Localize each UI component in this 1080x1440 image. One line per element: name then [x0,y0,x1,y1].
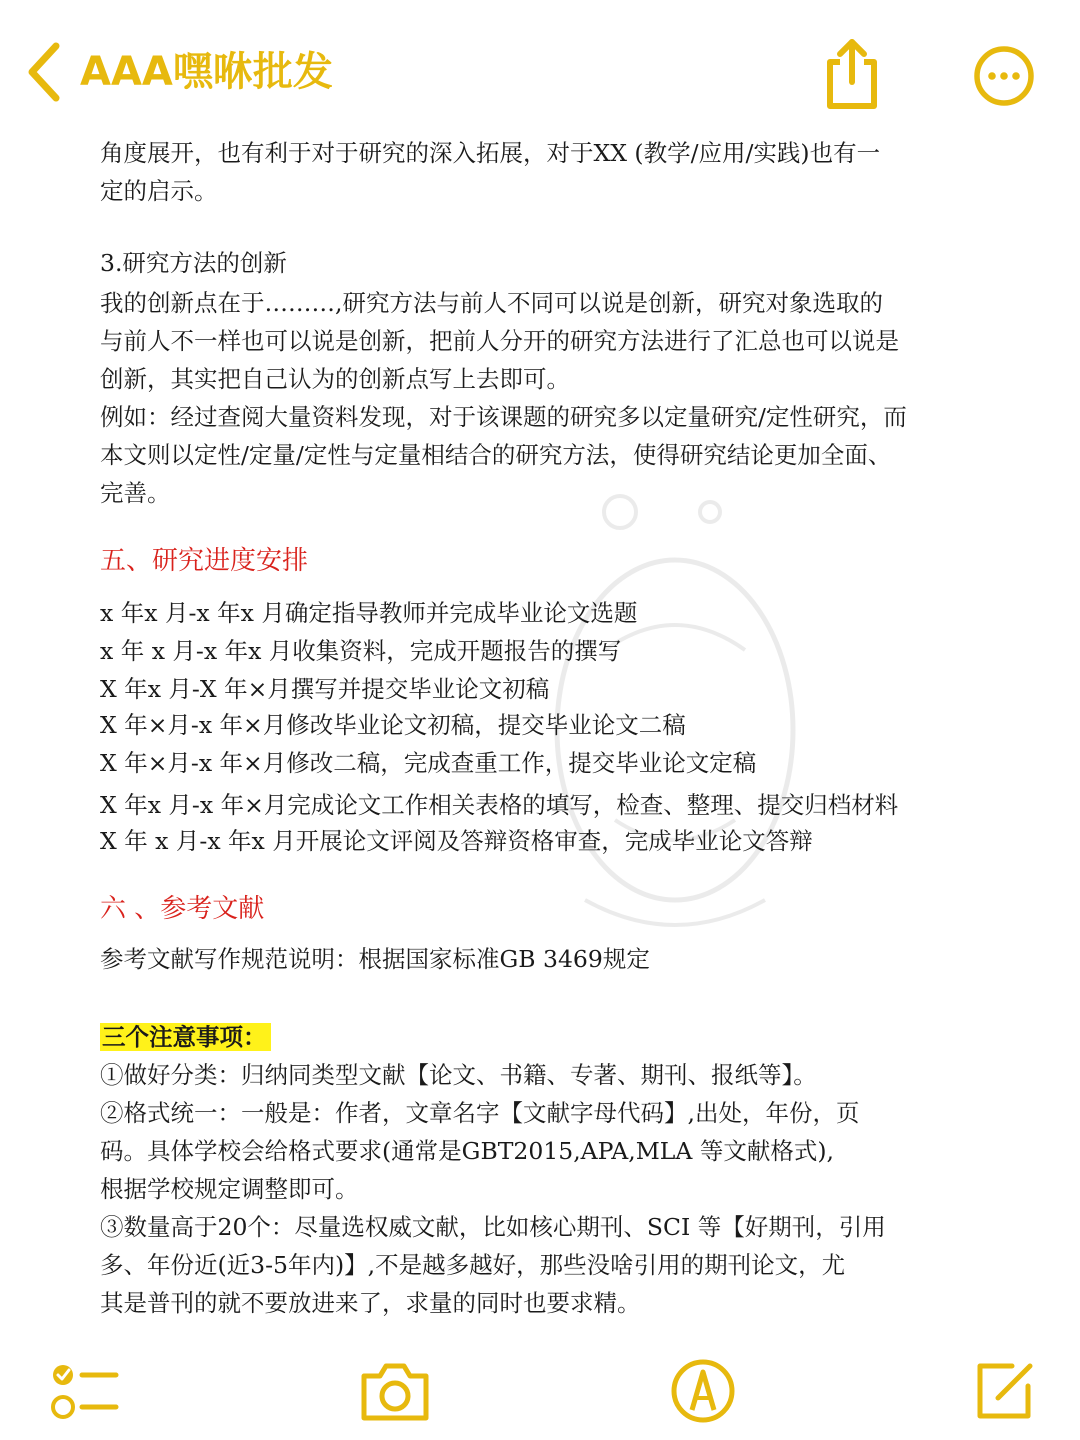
note-line: 根据学校规定调整即可。 [100,1175,359,1203]
method-heading: 3.研究方法的创新 [100,249,287,277]
method-line: 我的创新点在于………,研究方法与前人不同可以说是创新，研究对象选取的 [100,289,883,317]
back-title[interactable]: AAA嘿咻批发 [80,49,333,95]
bottom-toolbar [0,1340,1080,1440]
note-line: ②格式统一：一般是：作者，文章名字【文献字母代码】,出处，年份，页 [100,1099,860,1127]
reference-line: 参考文献写作规范说明：根据国家标准GB 3469规定 [100,945,650,973]
intro-line: 定的启示。 [100,177,218,205]
schedule-line: x 年x 月-x 年x 月确定指导教师并完成毕业论文选题 [100,599,638,627]
highlighted-heading: 三个注意事项： [100,1023,271,1051]
markup-pen-icon[interactable] [670,1358,736,1428]
note-line: 码。具体学校会给格式要求(通常是GBT2015,APA,MLA 等文献格式), [100,1137,834,1165]
note-line: ③数量高于20个：尽量选权威文献，比如核心期刊、SCI 等【好期刊，引用 [100,1213,886,1241]
schedule-line: X 年x 月-x 年×月完成论文工作相关表格的填写，检查、整理、提交归档材料 [100,791,899,819]
share-icon[interactable] [820,36,884,112]
schedule-line: X 年x 月-X 年×月撰写并提交毕业论文初稿 [100,675,550,703]
camera-icon[interactable] [358,1358,432,1428]
method-line: 完善。 [100,479,171,507]
checklist-icon[interactable] [50,1358,120,1428]
method-line: 例如：经过查阅大量资料发现，对于该课题的研究多以定量研究/定性研究，而 [100,403,907,431]
method-line: 与前人不一样也可以说是创新，把前人分开的研究方法进行了汇总也可以说是 [100,327,899,355]
note-line: 多、年份近(近3-5年内)】,不是越多越好，那些没啥引用的期刊论文，尤 [100,1251,846,1279]
method-line: 创新，其实把自己认为的创新点写上去即可。 [100,365,570,393]
schedule-line: X 年×月-x 年×月修改二稿，完成查重工作，提交毕业论文定稿 [100,749,757,777]
schedule-line: X 年 x 月-x 年x 月开展论文评阅及答辩资格审查，完成毕业论文答辩 [100,827,813,855]
section-heading-references: 六 、参考文献 [100,894,265,924]
compose-icon[interactable] [972,1358,1038,1428]
chevron-left-icon[interactable] [22,38,70,106]
navigation-bar [0,0,1080,140]
more-options-icon[interactable] [972,44,1036,108]
schedule-line: x 年 x 月-x 年x 月收集资料，完成开题报告的撰写 [100,637,622,665]
section-heading-schedule: 五、研究进度安排 [100,546,309,576]
intro-line: 角度展开，也有利于对于研究的深入拓展，对于XX (教学/应用/实践)也有一 [100,139,881,167]
note-line: ①做好分类：归纳同类型文献【论文、书籍、专著、期刊、报纸等】。 [100,1061,817,1089]
schedule-line: X 年×月-x 年×月修改毕业论文初稿，提交毕业论文二稿 [100,711,686,739]
method-line: 本文则以定性/定量/定性与定量相结合的研究方法，使得研究结论更加全面、 [100,441,892,469]
notes-heading [100,1020,271,1054]
note-line: 其是普刊的就不要放进来了，求量的同时也要求精。 [100,1289,641,1317]
